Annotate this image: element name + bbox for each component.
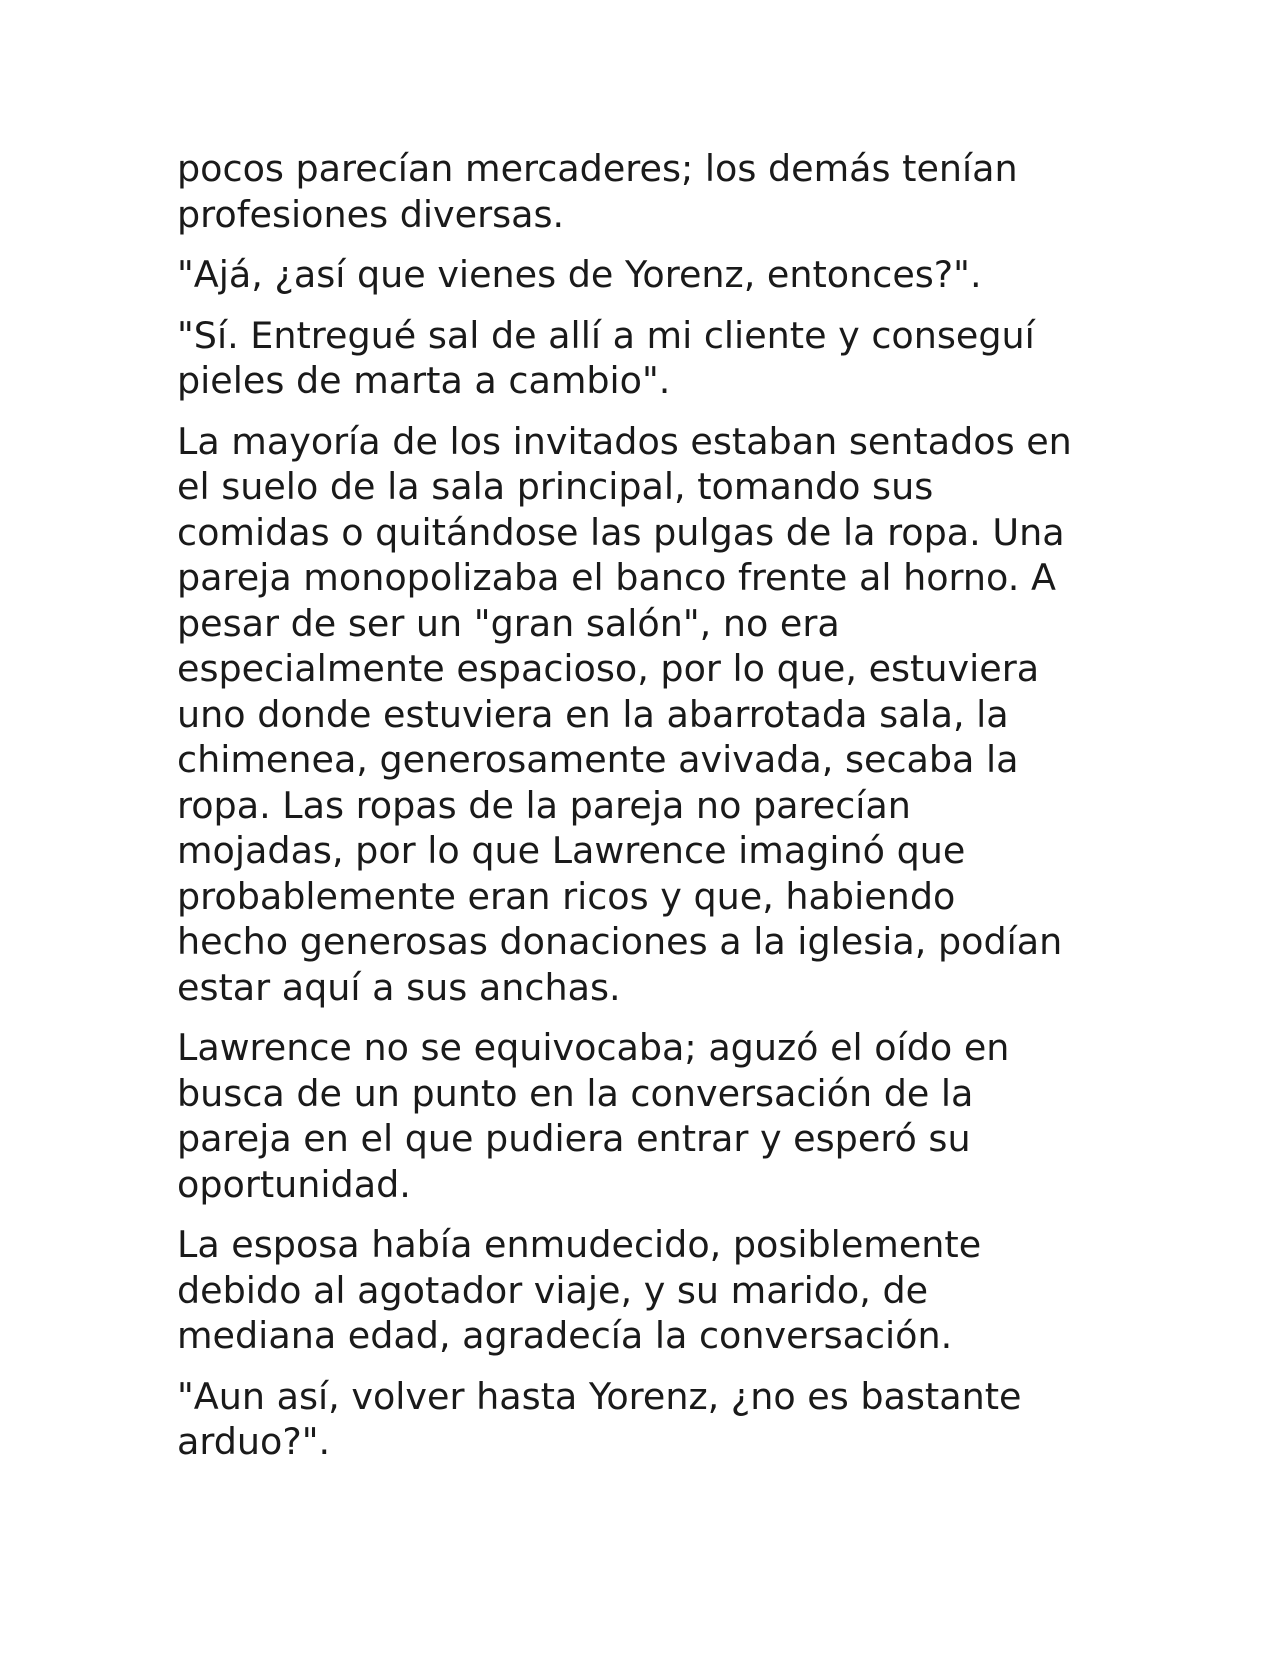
document-page: [177, 146, 1117, 1480]
paragraph-1: pocos parecían mercaderes; los demás tenían profesiones diversas.: [177, 147, 1018, 236]
paragraph-7: "Aun así, volver hasta Yorenz, ¿no es bastante arduo?".: [177, 1374, 1022, 1463]
paragraph-2: "Ajá, ¿así que vienes de Yorenz, entonces?".: [177, 253, 982, 296]
paragraph-6: La esposa había enmudecido, posiblemente debido al agotador viaje, y su marido, de mediana edad, agradecía la conversación.: [177, 1223, 982, 1357]
paragraph-4: La mayoría de los invitados estaban sentados en el suelo de la sala principal, tomando sus comidas o quitándose las pulgas de la ropa. Una pareja monopolizaba el banco frente al horno. A pesar de ser un "gran salón", no era especialmente espacioso, por lo que, estuviera uno donde estuviera en la abarrotada sala, la chimenea, generosamente avivada, secaba la ropa. Las ropas de la pareja no parecían mojadas, por lo que Lawrence imaginó que probablemente eran ricos y que, habiendo hecho generosas donaciones a la iglesia, podían estar aquí a sus anchas.: [177, 419, 1072, 1009]
paragraph-3: "Sí. Entregué sal de allí a mi cliente y conseguí pieles de marta a cambio".: [177, 313, 1035, 402]
paragraph-5: Lawrence no se equivocaba; aguzó el oído en busca de un punto en la conversación de la pareja en el que pudiera entrar y esperó su oportunidad.: [177, 1026, 1010, 1206]
